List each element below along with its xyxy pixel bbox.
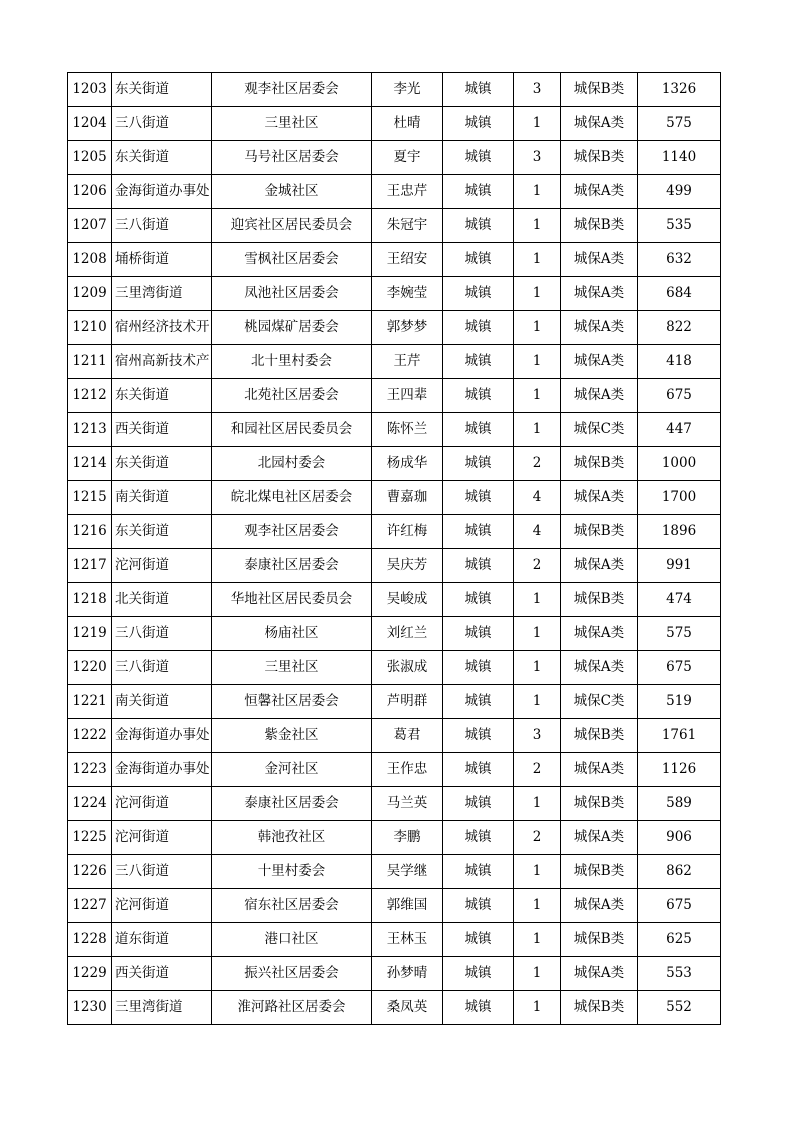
amount-cell: 553: [638, 957, 721, 991]
amount-cell: 1700: [638, 481, 721, 515]
member-count-cell: 1: [514, 277, 561, 311]
member-count-cell: 1: [514, 583, 561, 617]
member-count-cell: 2: [514, 447, 561, 481]
table-row: [68, 923, 721, 957]
street-cell: 三里湾街道: [112, 277, 212, 311]
row-id: 1230: [68, 991, 112, 1025]
member-count-cell: 1: [514, 107, 561, 141]
row-id: 1217: [68, 549, 112, 583]
name-cell: 郭梦梦: [372, 311, 443, 345]
street-cell: 金海街道办事处: [112, 753, 212, 787]
household-type-cell: 城镇: [443, 175, 514, 209]
category-cell: 城保B类: [561, 73, 638, 107]
household-type-cell: 城镇: [443, 141, 514, 175]
amount-cell: 625: [638, 923, 721, 957]
row-id: 1208: [68, 243, 112, 277]
community-cell: 马号社区居委会: [212, 141, 372, 175]
table-row: [68, 753, 721, 787]
amount-cell: 575: [638, 107, 721, 141]
street-cell: 沱河街道: [112, 549, 212, 583]
category-cell: 城保A类: [561, 617, 638, 651]
community-cell: 北苑社区居委会: [212, 379, 372, 413]
category-cell: 城保B类: [561, 515, 638, 549]
member-count-cell: 1: [514, 345, 561, 379]
amount-cell: 675: [638, 889, 721, 923]
household-type-cell: 城镇: [443, 549, 514, 583]
amount-cell: 862: [638, 855, 721, 889]
category-cell: 城保A类: [561, 957, 638, 991]
category-cell: 城保B类: [561, 787, 638, 821]
table-row: [68, 583, 721, 617]
amount-cell: 1140: [638, 141, 721, 175]
member-count-cell: 1: [514, 651, 561, 685]
street-cell: 东关街道: [112, 73, 212, 107]
street-cell: 南关街道: [112, 481, 212, 515]
street-cell: 北关街道: [112, 583, 212, 617]
street-cell: 西关街道: [112, 957, 212, 991]
table-row: [68, 957, 721, 991]
table-row: [68, 991, 721, 1025]
row-id: 1229: [68, 957, 112, 991]
row-id: 1222: [68, 719, 112, 753]
household-type-cell: 城镇: [443, 583, 514, 617]
table-row: [68, 719, 721, 753]
row-id: 1209: [68, 277, 112, 311]
household-type-cell: 城镇: [443, 651, 514, 685]
table-row: [68, 243, 721, 277]
community-cell: 泰康社区居委会: [212, 787, 372, 821]
street-cell: 东关街道: [112, 515, 212, 549]
category-cell: 城保B类: [561, 855, 638, 889]
street-cell: 宿州高新技术产: [112, 345, 212, 379]
name-cell: 李婉莹: [372, 277, 443, 311]
amount-cell: 447: [638, 413, 721, 447]
name-cell: 陈怀兰: [372, 413, 443, 447]
street-cell: 三八街道: [112, 617, 212, 651]
household-type-cell: 城镇: [443, 311, 514, 345]
amount-cell: 1896: [638, 515, 721, 549]
table-row: [68, 141, 721, 175]
table-row: [68, 447, 721, 481]
table-row: [68, 175, 721, 209]
member-count-cell: 1: [514, 685, 561, 719]
street-cell: 三八街道: [112, 209, 212, 243]
name-cell: 王绍安: [372, 243, 443, 277]
community-cell: 韩池孜社区: [212, 821, 372, 855]
name-cell: 吴庆芳: [372, 549, 443, 583]
amount-cell: 499: [638, 175, 721, 209]
household-type-cell: 城镇: [443, 107, 514, 141]
amount-cell: 575: [638, 617, 721, 651]
row-id: 1223: [68, 753, 112, 787]
subsidy-table: [67, 72, 721, 1025]
category-cell: 城保A类: [561, 821, 638, 855]
community-cell: 金城社区: [212, 175, 372, 209]
member-count-cell: 2: [514, 821, 561, 855]
community-cell: 观李社区居委会: [212, 515, 372, 549]
row-id: 1213: [68, 413, 112, 447]
community-cell: 十里村委会: [212, 855, 372, 889]
household-type-cell: 城镇: [443, 243, 514, 277]
table-row: [68, 73, 721, 107]
amount-cell: 632: [638, 243, 721, 277]
member-count-cell: 1: [514, 175, 561, 209]
member-count-cell: 1: [514, 379, 561, 413]
amount-cell: 519: [638, 685, 721, 719]
amount-cell: 906: [638, 821, 721, 855]
table-row: [68, 481, 721, 515]
table-row: [68, 413, 721, 447]
category-cell: 城保A类: [561, 107, 638, 141]
category-cell: 城保A类: [561, 345, 638, 379]
category-cell: 城保A类: [561, 481, 638, 515]
member-count-cell: 1: [514, 889, 561, 923]
name-cell: 桑凤英: [372, 991, 443, 1025]
household-type-cell: 城镇: [443, 753, 514, 787]
category-cell: 城保C类: [561, 413, 638, 447]
street-cell: 三八街道: [112, 107, 212, 141]
household-type-cell: 城镇: [443, 515, 514, 549]
community-cell: 北园村委会: [212, 447, 372, 481]
category-cell: 城保B类: [561, 209, 638, 243]
table-row: [68, 549, 721, 583]
name-cell: 芦明群: [372, 685, 443, 719]
community-cell: 桃园煤矿居委会: [212, 311, 372, 345]
category-cell: 城保A类: [561, 175, 638, 209]
member-count-cell: 1: [514, 209, 561, 243]
name-cell: 夏宇: [372, 141, 443, 175]
street-cell: 三八街道: [112, 651, 212, 685]
household-type-cell: 城镇: [443, 787, 514, 821]
community-cell: 金河社区: [212, 753, 372, 787]
member-count-cell: 1: [514, 787, 561, 821]
community-cell: 淮河路社区居委会: [212, 991, 372, 1025]
amount-cell: 684: [638, 277, 721, 311]
amount-cell: 589: [638, 787, 721, 821]
row-id: 1221: [68, 685, 112, 719]
member-count-cell: 1: [514, 617, 561, 651]
household-type-cell: 城镇: [443, 345, 514, 379]
table-row: [68, 277, 721, 311]
amount-cell: 675: [638, 651, 721, 685]
category-cell: 城保B类: [561, 923, 638, 957]
street-cell: 沱河街道: [112, 821, 212, 855]
row-id: 1206: [68, 175, 112, 209]
member-count-cell: 3: [514, 141, 561, 175]
category-cell: 城保B类: [561, 141, 638, 175]
name-cell: 杨成华: [372, 447, 443, 481]
amount-cell: 1761: [638, 719, 721, 753]
household-type-cell: 城镇: [443, 379, 514, 413]
category-cell: 城保A类: [561, 651, 638, 685]
category-cell: 城保A类: [561, 243, 638, 277]
row-id: 1227: [68, 889, 112, 923]
community-cell: 和园社区居民委员会: [212, 413, 372, 447]
row-id: 1228: [68, 923, 112, 957]
street-cell: 埇桥街道: [112, 243, 212, 277]
community-cell: 观李社区居委会: [212, 73, 372, 107]
category-cell: 城保A类: [561, 889, 638, 923]
street-cell: 宿州经济技术开: [112, 311, 212, 345]
row-id: 1207: [68, 209, 112, 243]
row-id: 1211: [68, 345, 112, 379]
member-count-cell: 1: [514, 855, 561, 889]
row-id: 1220: [68, 651, 112, 685]
community-cell: 雪枫社区居委会: [212, 243, 372, 277]
table-row: [68, 311, 721, 345]
street-cell: 东关街道: [112, 141, 212, 175]
table-row: [68, 345, 721, 379]
name-cell: 杜晴: [372, 107, 443, 141]
table-body: [68, 73, 721, 1025]
table-row: [68, 617, 721, 651]
name-cell: 王作忠: [372, 753, 443, 787]
amount-cell: 418: [638, 345, 721, 379]
name-cell: 刘红兰: [372, 617, 443, 651]
table-row: [68, 889, 721, 923]
amount-cell: 822: [638, 311, 721, 345]
amount-cell: 474: [638, 583, 721, 617]
member-count-cell: 2: [514, 549, 561, 583]
community-cell: 华地社区居民委员会: [212, 583, 372, 617]
household-type-cell: 城镇: [443, 855, 514, 889]
community-cell: 凤池社区居委会: [212, 277, 372, 311]
household-type-cell: 城镇: [443, 719, 514, 753]
name-cell: 王芹: [372, 345, 443, 379]
row-id: 1226: [68, 855, 112, 889]
community-cell: 振兴社区居委会: [212, 957, 372, 991]
community-cell: 恒馨社区居委会: [212, 685, 372, 719]
name-cell: 吴学继: [372, 855, 443, 889]
community-cell: 杨庙社区: [212, 617, 372, 651]
street-cell: 西关街道: [112, 413, 212, 447]
category-cell: 城保A类: [561, 549, 638, 583]
category-cell: 城保B类: [561, 583, 638, 617]
household-type-cell: 城镇: [443, 73, 514, 107]
household-type-cell: 城镇: [443, 277, 514, 311]
amount-cell: 675: [638, 379, 721, 413]
category-cell: 城保B类: [561, 719, 638, 753]
street-cell: 金海街道办事处: [112, 719, 212, 753]
table-row: [68, 379, 721, 413]
amount-cell: 1326: [638, 73, 721, 107]
name-cell: 吴峻成: [372, 583, 443, 617]
household-type-cell: 城镇: [443, 209, 514, 243]
household-type-cell: 城镇: [443, 481, 514, 515]
street-cell: 金海街道办事处: [112, 175, 212, 209]
table-row: [68, 787, 721, 821]
street-cell: 东关街道: [112, 447, 212, 481]
row-id: 1204: [68, 107, 112, 141]
name-cell: 许红梅: [372, 515, 443, 549]
member-count-cell: 1: [514, 311, 561, 345]
community-cell: 迎宾社区居民委员会: [212, 209, 372, 243]
member-count-cell: 3: [514, 719, 561, 753]
household-type-cell: 城镇: [443, 617, 514, 651]
member-count-cell: 1: [514, 957, 561, 991]
category-cell: 城保A类: [561, 379, 638, 413]
amount-cell: 1000: [638, 447, 721, 481]
category-cell: 城保A类: [561, 753, 638, 787]
household-type-cell: 城镇: [443, 413, 514, 447]
street-cell: 东关街道: [112, 379, 212, 413]
name-cell: 葛君: [372, 719, 443, 753]
member-count-cell: 2: [514, 753, 561, 787]
household-type-cell: 城镇: [443, 821, 514, 855]
name-cell: 马兰英: [372, 787, 443, 821]
table-row: [68, 685, 721, 719]
community-cell: 三里社区: [212, 107, 372, 141]
household-type-cell: 城镇: [443, 685, 514, 719]
row-id: 1210: [68, 311, 112, 345]
row-id: 1219: [68, 617, 112, 651]
table-row: [68, 107, 721, 141]
row-id: 1203: [68, 73, 112, 107]
amount-cell: 1126: [638, 753, 721, 787]
household-type-cell: 城镇: [443, 957, 514, 991]
street-cell: 三里湾街道: [112, 991, 212, 1025]
household-type-cell: 城镇: [443, 923, 514, 957]
name-cell: 曹嘉珈: [372, 481, 443, 515]
amount-cell: 552: [638, 991, 721, 1025]
member-count-cell: 1: [514, 243, 561, 277]
street-cell: 南关街道: [112, 685, 212, 719]
row-id: 1212: [68, 379, 112, 413]
category-cell: 城保A类: [561, 311, 638, 345]
member-count-cell: 4: [514, 515, 561, 549]
household-type-cell: 城镇: [443, 889, 514, 923]
table-row: [68, 855, 721, 889]
name-cell: 王四辈: [372, 379, 443, 413]
household-type-cell: 城镇: [443, 991, 514, 1025]
name-cell: 孙梦晴: [372, 957, 443, 991]
row-id: 1224: [68, 787, 112, 821]
community-cell: 三里社区: [212, 651, 372, 685]
name-cell: 朱冠宇: [372, 209, 443, 243]
category-cell: 城保C类: [561, 685, 638, 719]
community-cell: 泰康社区居委会: [212, 549, 372, 583]
community-cell: 北十里村委会: [212, 345, 372, 379]
community-cell: 皖北煤电社区居委会: [212, 481, 372, 515]
row-id: 1225: [68, 821, 112, 855]
row-id: 1216: [68, 515, 112, 549]
street-cell: 沱河街道: [112, 889, 212, 923]
street-cell: 三八街道: [112, 855, 212, 889]
category-cell: 城保B类: [561, 447, 638, 481]
amount-cell: 991: [638, 549, 721, 583]
table-row: [68, 821, 721, 855]
name-cell: 张淑成: [372, 651, 443, 685]
street-cell: 道东街道: [112, 923, 212, 957]
amount-cell: 535: [638, 209, 721, 243]
category-cell: 城保A类: [561, 277, 638, 311]
row-id: 1205: [68, 141, 112, 175]
table-row: [68, 515, 721, 549]
name-cell: 郭维国: [372, 889, 443, 923]
table-row: [68, 209, 721, 243]
member-count-cell: 4: [514, 481, 561, 515]
name-cell: 王忠芹: [372, 175, 443, 209]
street-cell: 沱河街道: [112, 787, 212, 821]
member-count-cell: 3: [514, 73, 561, 107]
household-type-cell: 城镇: [443, 447, 514, 481]
name-cell: 李鹏: [372, 821, 443, 855]
row-id: 1215: [68, 481, 112, 515]
row-id: 1214: [68, 447, 112, 481]
table-row: [68, 651, 721, 685]
member-count-cell: 1: [514, 413, 561, 447]
name-cell: 李光: [372, 73, 443, 107]
community-cell: 港口社区: [212, 923, 372, 957]
community-cell: 宿东社区居委会: [212, 889, 372, 923]
name-cell: 王林玉: [372, 923, 443, 957]
member-count-cell: 1: [514, 923, 561, 957]
member-count-cell: 1: [514, 991, 561, 1025]
row-id: 1218: [68, 583, 112, 617]
category-cell: 城保B类: [561, 991, 638, 1025]
community-cell: 紫金社区: [212, 719, 372, 753]
